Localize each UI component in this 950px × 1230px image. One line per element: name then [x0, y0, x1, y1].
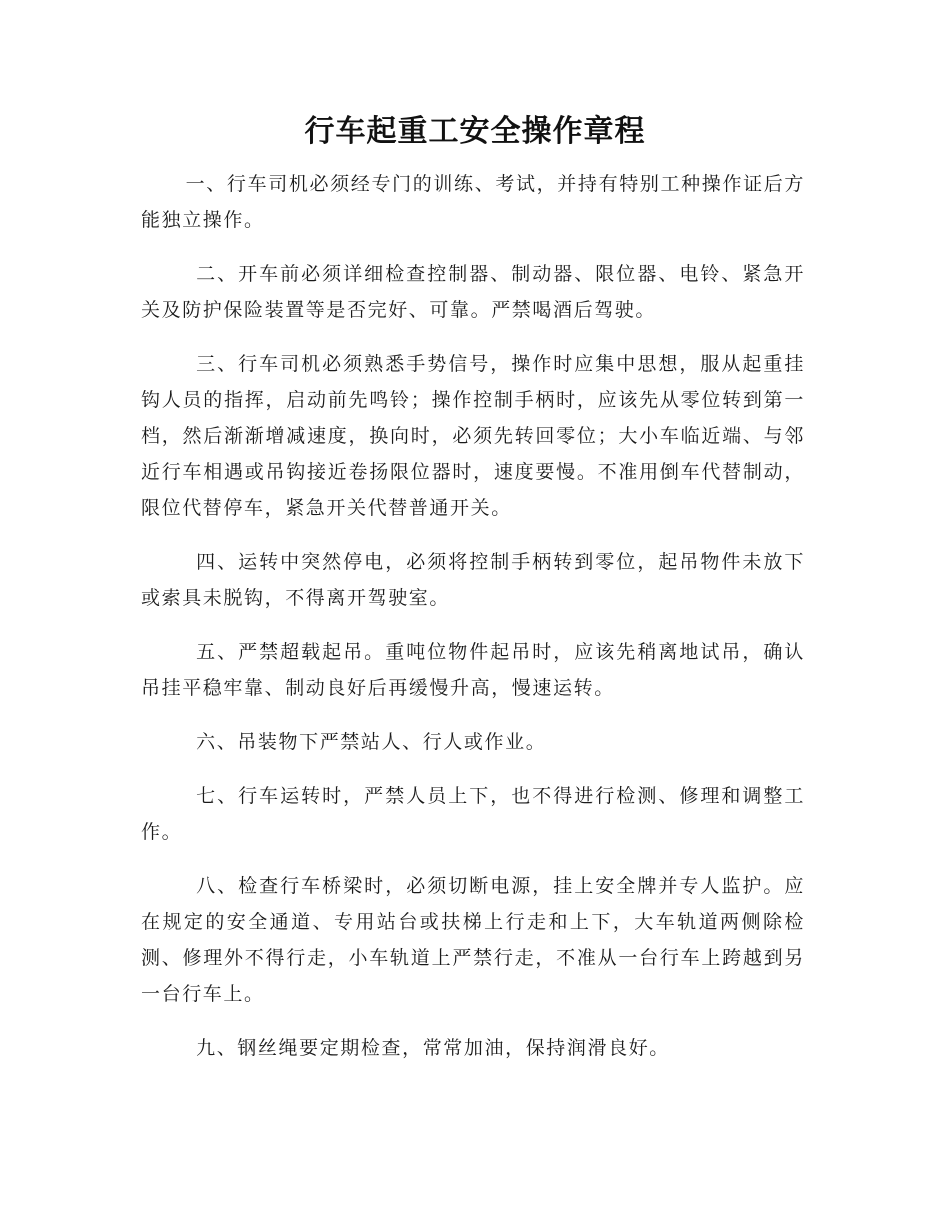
paragraph-6: 六、吊装物下严禁站人、行人或作业。 [196, 731, 547, 753]
document-body [141, 166, 805, 1084]
paragraph-9: 九、钢丝绳要定期检查，常常加油，保持润滑良好。 [196, 1037, 670, 1059]
paragraph-1: 一、行车司机必须经专门的训练、考试，并持有特别工种操作证后方能独立操作。 [141, 173, 805, 231]
paragraph-3: 三、行车司机必须熟悉手势信号，操作时应集中思想，服从起重挂钩人员的指挥，启动前先鸣铃；操作控制手柄时，应该先从零位转到第一档，然后渐渐增减速度，换向时，必须先转回零位；大小车临近端、与邻近行车相遇或吊钩接近卷扬限位器时，速度要慢。不准用倒车代替制动，限位代替停车，紧急开关代替普通开关。 [141, 353, 805, 519]
paragraph-8: 八、检查行车桥梁时，必须切断电源，挂上安全牌并专人监护。应在规定的安全通道、专用站台或扶梯上行走和上下，大车轨道两侧除检测、修理外不得行走，小车轨道上严禁行走，不准从一台行车上跨越到另一台行车上。 [141, 875, 805, 1005]
paragraph-5: 五、严禁超载起吊。重吨位物件起吊时，应该先稍离地试吊，确认吊挂平稳牢靠、制动良好后再缓慢升高，慢速运转。 [141, 641, 805, 699]
paragraph-4: 四、运转中突然停电，必须将控制手柄转到零位，起吊物件未放下或索具未脱钩，不得离开驾驶室。 [141, 551, 805, 609]
document-title: 行车起重工安全操作章程 [304, 114, 646, 149]
paragraph-7: 七、行车运转时，严禁人员上下，也不得进行检测、修理和调整工作。 [141, 785, 805, 843]
paragraph-2: 二、开车前必须详细检查控制器、制动器、限位器、电铃、紧急开关及防护保险装置等是否完好、可靠。严禁喝酒后驾驶。 [141, 263, 805, 321]
